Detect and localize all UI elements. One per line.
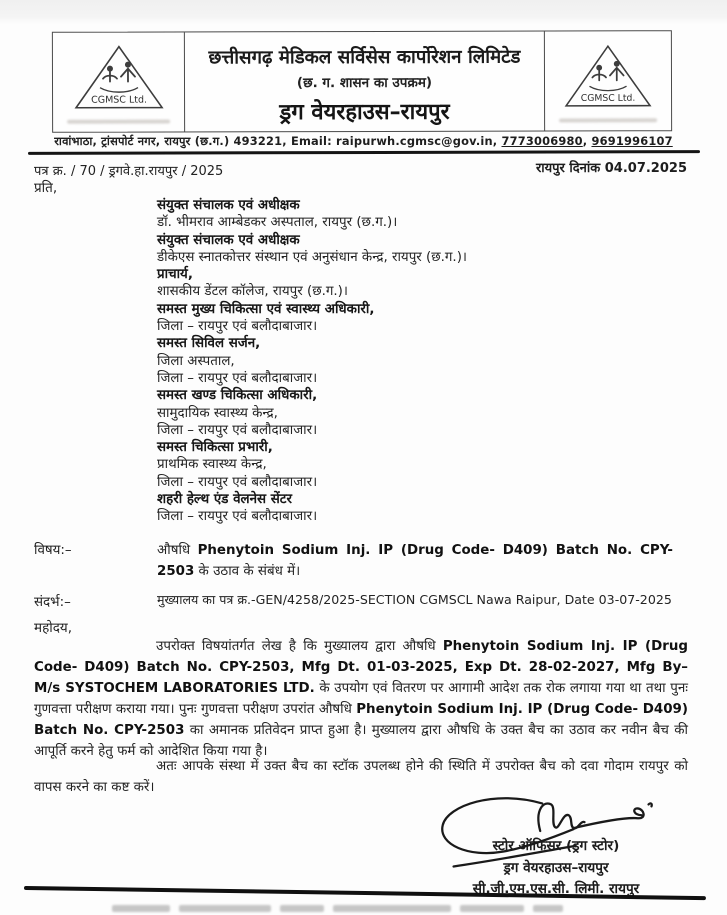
recipient-group	[157, 266, 627, 301]
recipient-title: संयुक्त संचालक एवं अधीक्षक	[157, 232, 300, 248]
scan-edge-shading	[0, 0, 727, 24]
cgmsc-logo-icon	[560, 41, 656, 121]
place-date: रायपुर दिनांक 04.07.2025	[535, 161, 687, 176]
recipient-group	[157, 197, 627, 232]
recipients-list	[157, 197, 627, 526]
subject-drug-bold: Phenytoin Sodium Inj. IP (Drug Code- D409) Batch No. CPY-2503	[157, 543, 673, 579]
recipient-group	[157, 491, 627, 526]
letterhead-center-cell	[185, 32, 544, 132]
header-divider-rule	[28, 150, 700, 155]
recipient-title: संयुक्त संचालक एवं अधीक्षक	[157, 198, 300, 213]
letterhead-left-cell	[53, 32, 185, 131]
recipient-lines	[157, 283, 627, 300]
recipient-group	[157, 335, 627, 387]
recipient-line: जिला – रायपुर एवं बलौदाबाजार।	[157, 319, 318, 335]
body-paragraph-1: उपरोक्त विषयांतर्गत लेख है कि मुख्यालय द्वारा औषधि Phenytoin Sodium Inj. IP (Drug Code- D409) Batch No. CPY-2503, Mfg Dt. 01-03-2025, Exp Dt. 28-02-2027, Mfg By– M/s SYSTOCHEM LABORATORIES LTD. के उपयोग एवं वितरण पर आगामी आदेश तक रोक लगाया गया था तथा पुनः गुणवत्ता परीक्षण कराया गया। पुनः गुणवत्ता परीक्षण उपरांत औषधि Phenytoin Sodium Inj. IP (Drug Code- D409) Batch No. CPY-2503 का अमानक प्रतिवेदन प्राप्त हुआ है। मुख्यालय द्वारा औषधि के उक्त बैच का उठाव कर नवीन बैच की आपूर्ति करने हेतु फर्म को आदेशित किया गया है।	[34, 639, 688, 759]
recipient-lines	[157, 249, 627, 266]
recipient-lines	[157, 508, 627, 525]
recipient-lines	[157, 214, 627, 231]
svg-text:CGMSC Ltd.: CGMSC Ltd.	[90, 94, 147, 106]
recipient-title: समस्त चिकित्सा प्रभारी,	[157, 440, 273, 456]
phone-number: 9691996107	[591, 134, 673, 148]
to-label: प्रति,	[34, 180, 58, 196]
subject-label: विषय:–	[34, 543, 72, 558]
recipient-line: जिला – रायपुर एवं बलौदाबाजार।	[157, 370, 318, 386]
recipient-group	[157, 387, 627, 439]
logo-tagline-smudge	[559, 118, 657, 122]
reference-text: मुख्यालय का पत्र क्र.-GEN/4258/2025-SECTION CGMSCL Nawa Raipur, Date 03-07-2025	[157, 592, 672, 607]
body-paragraph-2: अतः आपके संस्था में उक्त बैच का स्टॉक उपलब्ध होने की स्थिति में उपरोक्त बैच को दवा गोदाम रायपुर को वापस करने का कष्ट करें।	[34, 759, 688, 795]
letterhead	[52, 30, 672, 133]
letterhead-right-cell	[544, 31, 671, 130]
org-subtitle: (छ. ग. शासन का उपक्रम)	[296, 74, 433, 91]
recipient-title: शहरी हेल्थ एंड वेलनेस सेंटर	[157, 492, 293, 508]
recipient-lines	[157, 456, 627, 491]
recipient-line: जिला – रायपुर एवं बलौदाबाजार।	[157, 474, 318, 490]
recipient-title: प्राचार्य,	[157, 267, 193, 283]
recipient-title: समस्त मुख्य चिकित्सा एवं स्वास्थ्य अधिकारी,	[157, 301, 375, 317]
recipient-lines	[157, 318, 627, 335]
logo-tagline-smudge	[67, 120, 170, 124]
recipient-line: जिला – रायपुर एवं बलौदाबाजार।	[157, 509, 318, 525]
recipient-line: जिला – रायपुर एवं बलौदाबाजार।	[157, 422, 318, 438]
signatory-designation: स्टोर ऑफिसर (ड्रग स्टोर)	[492, 838, 620, 854]
cgmsc-logo-icon	[69, 41, 167, 123]
phone-number: 7773006980	[501, 134, 583, 148]
signature-block	[420, 793, 692, 897]
signatory-org: सी.जी.एम.एस.सी. लिमी. रायपुर	[472, 881, 640, 897]
letter-number: पत्र क्र. / 70 / ड्रगवे.हा.रायपुर / 2025	[34, 164, 224, 179]
recipient-group	[157, 439, 627, 491]
recipient-line: प्राथमिक स्वास्थ्य केन्द्र,	[157, 457, 267, 473]
recipient-line: शासकीय डेंटल कॉलेज, रायपुर (छ.ग.)।	[157, 284, 348, 300]
dept-name: ड्रग वेयरहाउस–रायपुर	[279, 99, 450, 125]
signatory-office: ड्रग वेयरहाउस–रायपुर	[503, 860, 609, 876]
recipient-line: डॉ. भीमराव आम्बेडकर अस्पताल, रायपुर (छ.ग.)।	[157, 215, 398, 231]
salutation: महोदय,	[34, 620, 73, 636]
recipient-line: जिला अस्पताल,	[157, 353, 235, 369]
address-line: रावांभाठा, ट्रांसपोर्ट नगर, रायपुर (छ.ग.) 493221, Email: raipurwh.cgmsc@gov.in, 7773006980, 9691996107	[54, 134, 673, 148]
reference-label: संदर्भ:–	[34, 595, 71, 610]
recipient-group	[157, 232, 627, 267]
recipient-title: समस्त सिविल सर्जन,	[157, 336, 261, 352]
org-name: छत्तीसगढ़ मेडिकल सर्विसेस कार्पोरेशन लिमिटेड	[208, 47, 521, 69]
cutoff-footer-text-smudge	[112, 905, 563, 912]
recipient-line: डीकेएस स्नातकोत्तर संस्थान एवं अनुसंधान केन्द्र, रायपुर (छ.ग.)।	[157, 249, 467, 265]
recipient-lines	[157, 353, 627, 388]
svg-text:CGMSC Ltd.: CGMSC Ltd.	[580, 92, 636, 104]
recipient-line: सामुदायिक स्वास्थ्य केन्द्र,	[157, 405, 278, 421]
recipient-title: समस्त खण्ड चिकित्सा अधिकारी,	[157, 388, 318, 404]
recipient-group	[157, 301, 627, 336]
recipient-lines	[157, 405, 627, 440]
subject-text: औषधि Phenytoin Sodium Inj. IP (Drug Code- D409) Batch No. CPY-2503 के उठाव के संबंध में।	[157, 543, 673, 579]
